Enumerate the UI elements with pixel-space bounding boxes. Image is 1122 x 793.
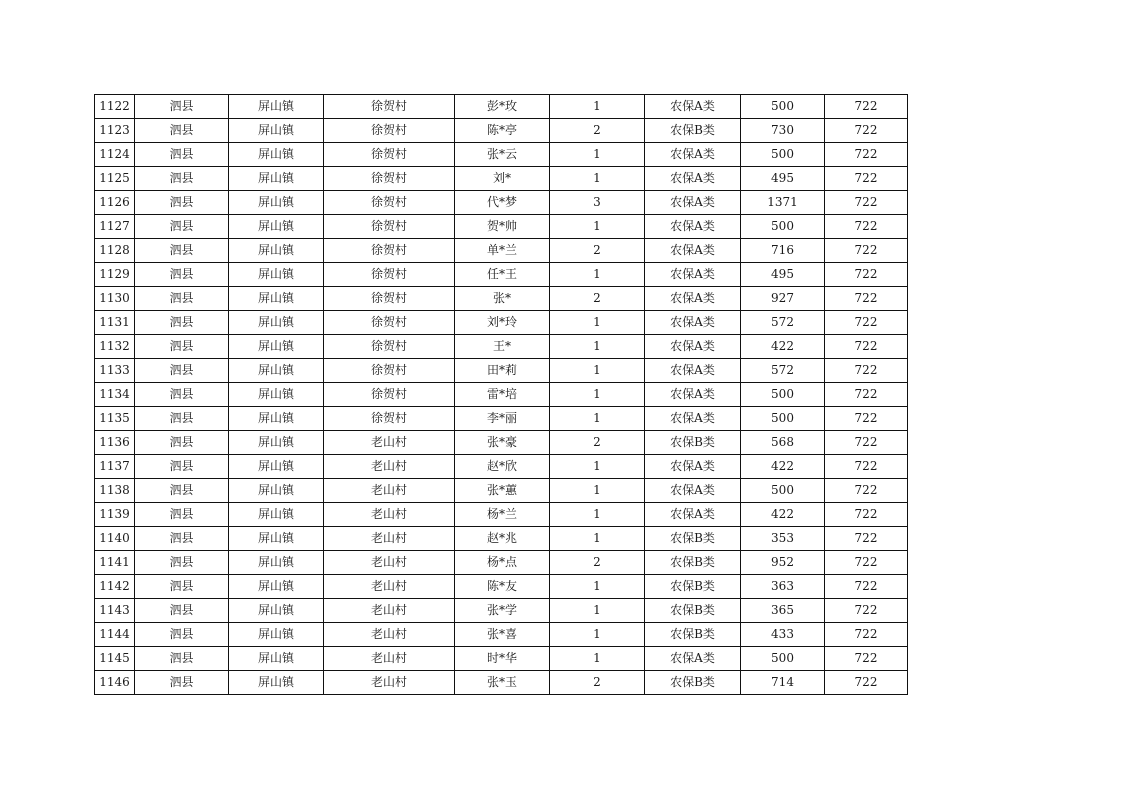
cell-name: 赵*兆 (455, 527, 550, 551)
cell-village: 老山村 (324, 575, 455, 599)
cell-county: 泗县 (135, 383, 229, 407)
cell-household-size: 1 (550, 143, 645, 167)
cell-town: 屏山镇 (229, 455, 324, 479)
cell-standard: 722 (825, 215, 908, 239)
cell-amount: 500 (741, 479, 825, 503)
cell-village: 徐贺村 (324, 119, 455, 143)
cell-standard: 722 (825, 527, 908, 551)
cell-amount: 422 (741, 335, 825, 359)
cell-name: 时*华 (455, 647, 550, 671)
cell-category: 农保A类 (645, 215, 741, 239)
cell-county: 泗县 (135, 623, 229, 647)
cell-index: 1137 (95, 455, 135, 479)
cell-category: 农保B类 (645, 623, 741, 647)
cell-amount: 500 (741, 215, 825, 239)
cell-household-size: 2 (550, 431, 645, 455)
table-row (95, 215, 908, 239)
cell-index: 1142 (95, 575, 135, 599)
cell-index: 1145 (95, 647, 135, 671)
cell-town: 屏山镇 (229, 215, 324, 239)
cell-town: 屏山镇 (229, 431, 324, 455)
table-row (95, 647, 908, 671)
cell-household-size: 1 (550, 599, 645, 623)
cell-category: 农保A类 (645, 263, 741, 287)
cell-category: 农保A类 (645, 407, 741, 431)
table-row (95, 335, 908, 359)
cell-town: 屏山镇 (229, 503, 324, 527)
cell-county: 泗县 (135, 503, 229, 527)
cell-standard: 722 (825, 671, 908, 695)
cell-name: 王* (455, 335, 550, 359)
cell-household-size: 1 (550, 455, 645, 479)
cell-county: 泗县 (135, 551, 229, 575)
cell-county: 泗县 (135, 239, 229, 263)
cell-name: 张*学 (455, 599, 550, 623)
cell-standard: 722 (825, 551, 908, 575)
cell-amount: 433 (741, 623, 825, 647)
cell-town: 屏山镇 (229, 671, 324, 695)
cell-household-size: 3 (550, 191, 645, 215)
cell-index: 1124 (95, 143, 135, 167)
cell-amount: 572 (741, 359, 825, 383)
cell-index: 1138 (95, 479, 135, 503)
cell-town: 屏山镇 (229, 647, 324, 671)
cell-village: 老山村 (324, 671, 455, 695)
cell-village: 老山村 (324, 647, 455, 671)
cell-town: 屏山镇 (229, 551, 324, 575)
table-row (95, 167, 908, 191)
cell-amount: 1371 (741, 191, 825, 215)
cell-standard: 722 (825, 479, 908, 503)
cell-village: 徐贺村 (324, 191, 455, 215)
cell-amount: 495 (741, 167, 825, 191)
cell-category: 农保A类 (645, 239, 741, 263)
cell-county: 泗县 (135, 311, 229, 335)
table-row (95, 407, 908, 431)
cell-county: 泗县 (135, 599, 229, 623)
cell-village: 徐贺村 (324, 407, 455, 431)
cell-household-size: 1 (550, 215, 645, 239)
table-row (95, 455, 908, 479)
cell-village: 徐贺村 (324, 143, 455, 167)
cell-standard: 722 (825, 119, 908, 143)
cell-village: 老山村 (324, 623, 455, 647)
cell-category: 农保A类 (645, 503, 741, 527)
cell-village: 老山村 (324, 527, 455, 551)
cell-household-size: 1 (550, 335, 645, 359)
cell-town: 屏山镇 (229, 575, 324, 599)
records-table (94, 94, 908, 695)
cell-county: 泗县 (135, 191, 229, 215)
cell-town: 屏山镇 (229, 479, 324, 503)
cell-name: 陈*友 (455, 575, 550, 599)
cell-name: 张*蕙 (455, 479, 550, 503)
cell-town: 屏山镇 (229, 335, 324, 359)
cell-amount: 500 (741, 383, 825, 407)
cell-village: 老山村 (324, 551, 455, 575)
cell-household-size: 1 (550, 95, 645, 119)
cell-town: 屏山镇 (229, 599, 324, 623)
cell-town: 屏山镇 (229, 95, 324, 119)
table-row (95, 503, 908, 527)
table-row (95, 551, 908, 575)
cell-index: 1122 (95, 95, 135, 119)
cell-index: 1134 (95, 383, 135, 407)
cell-household-size: 1 (550, 479, 645, 503)
cell-household-size: 1 (550, 167, 645, 191)
cell-standard: 722 (825, 95, 908, 119)
cell-amount: 363 (741, 575, 825, 599)
cell-standard: 722 (825, 359, 908, 383)
cell-name: 张*喜 (455, 623, 550, 647)
cell-standard: 722 (825, 623, 908, 647)
cell-name: 张*云 (455, 143, 550, 167)
cell-household-size: 1 (550, 623, 645, 647)
cell-household-size: 1 (550, 311, 645, 335)
cell-category: 农保A类 (645, 143, 741, 167)
cell-county: 泗县 (135, 455, 229, 479)
cell-amount: 500 (741, 143, 825, 167)
cell-village: 徐贺村 (324, 287, 455, 311)
cell-category: 农保B类 (645, 431, 741, 455)
cell-category: 农保A类 (645, 191, 741, 215)
table-row (95, 263, 908, 287)
cell-amount: 500 (741, 407, 825, 431)
cell-amount: 422 (741, 503, 825, 527)
table-row (95, 311, 908, 335)
cell-name: 陈*亭 (455, 119, 550, 143)
cell-town: 屏山镇 (229, 239, 324, 263)
cell-household-size: 2 (550, 239, 645, 263)
cell-standard: 722 (825, 263, 908, 287)
cell-category: 农保A类 (645, 383, 741, 407)
cell-amount: 572 (741, 311, 825, 335)
cell-index: 1140 (95, 527, 135, 551)
table-body (95, 95, 908, 695)
cell-standard: 722 (825, 455, 908, 479)
cell-name: 杨*兰 (455, 503, 550, 527)
cell-index: 1126 (95, 191, 135, 215)
cell-standard: 722 (825, 239, 908, 263)
cell-county: 泗县 (135, 119, 229, 143)
cell-name: 彭*玫 (455, 95, 550, 119)
cell-standard: 722 (825, 191, 908, 215)
cell-amount: 952 (741, 551, 825, 575)
cell-name: 杨*点 (455, 551, 550, 575)
cell-amount: 422 (741, 455, 825, 479)
cell-standard: 722 (825, 503, 908, 527)
cell-standard: 722 (825, 407, 908, 431)
table-row (95, 383, 908, 407)
cell-household-size: 1 (550, 359, 645, 383)
cell-town: 屏山镇 (229, 407, 324, 431)
cell-county: 泗县 (135, 215, 229, 239)
cell-category: 农保B类 (645, 527, 741, 551)
table-row (95, 287, 908, 311)
cell-village: 老山村 (324, 455, 455, 479)
cell-standard: 722 (825, 287, 908, 311)
cell-household-size: 1 (550, 527, 645, 551)
cell-amount: 716 (741, 239, 825, 263)
cell-amount: 500 (741, 647, 825, 671)
cell-county: 泗县 (135, 431, 229, 455)
cell-name: 张*玉 (455, 671, 550, 695)
cell-county: 泗县 (135, 263, 229, 287)
cell-name: 刘*玲 (455, 311, 550, 335)
cell-village: 徐贺村 (324, 167, 455, 191)
cell-town: 屏山镇 (229, 119, 324, 143)
cell-index: 1141 (95, 551, 135, 575)
cell-index: 1128 (95, 239, 135, 263)
cell-village: 徐贺村 (324, 239, 455, 263)
cell-county: 泗县 (135, 143, 229, 167)
cell-category: 农保A类 (645, 647, 741, 671)
table-row (95, 359, 908, 383)
table-row (95, 119, 908, 143)
cell-county: 泗县 (135, 167, 229, 191)
cell-index: 1129 (95, 263, 135, 287)
cell-name: 田*莉 (455, 359, 550, 383)
cell-town: 屏山镇 (229, 191, 324, 215)
cell-name: 代*梦 (455, 191, 550, 215)
cell-village: 老山村 (324, 479, 455, 503)
cell-county: 泗县 (135, 647, 229, 671)
cell-category: 农保B类 (645, 599, 741, 623)
cell-standard: 722 (825, 575, 908, 599)
cell-village: 徐贺村 (324, 359, 455, 383)
cell-town: 屏山镇 (229, 287, 324, 311)
cell-name: 单*兰 (455, 239, 550, 263)
cell-index: 1123 (95, 119, 135, 143)
cell-household-size: 1 (550, 647, 645, 671)
cell-county: 泗县 (135, 359, 229, 383)
cell-standard: 722 (825, 599, 908, 623)
cell-household-size: 2 (550, 287, 645, 311)
cell-name: 张* (455, 287, 550, 311)
cell-category: 农保B类 (645, 551, 741, 575)
cell-standard: 722 (825, 335, 908, 359)
cell-village: 老山村 (324, 503, 455, 527)
cell-village: 老山村 (324, 431, 455, 455)
cell-village: 徐贺村 (324, 383, 455, 407)
cell-index: 1127 (95, 215, 135, 239)
cell-county: 泗县 (135, 287, 229, 311)
cell-category: 农保B类 (645, 575, 741, 599)
cell-standard: 722 (825, 431, 908, 455)
cell-village: 老山村 (324, 599, 455, 623)
cell-category: 农保A类 (645, 287, 741, 311)
cell-category: 农保A类 (645, 479, 741, 503)
cell-standard: 722 (825, 647, 908, 671)
table-row (95, 671, 908, 695)
cell-household-size: 1 (550, 503, 645, 527)
cell-town: 屏山镇 (229, 311, 324, 335)
cell-household-size: 2 (550, 671, 645, 695)
table-row (95, 599, 908, 623)
cell-amount: 714 (741, 671, 825, 695)
table-row (95, 527, 908, 551)
cell-village: 徐贺村 (324, 311, 455, 335)
cell-town: 屏山镇 (229, 143, 324, 167)
cell-amount: 495 (741, 263, 825, 287)
cell-index: 1125 (95, 167, 135, 191)
cell-index: 1135 (95, 407, 135, 431)
cell-county: 泗县 (135, 527, 229, 551)
table-row (95, 479, 908, 503)
cell-index: 1132 (95, 335, 135, 359)
cell-county: 泗县 (135, 335, 229, 359)
table-row (95, 143, 908, 167)
cell-index: 1133 (95, 359, 135, 383)
cell-category: 农保A类 (645, 311, 741, 335)
cell-county: 泗县 (135, 575, 229, 599)
cell-index: 1139 (95, 503, 135, 527)
cell-category: 农保A类 (645, 455, 741, 479)
cell-village: 徐贺村 (324, 263, 455, 287)
cell-standard: 722 (825, 311, 908, 335)
table-row (95, 623, 908, 647)
cell-county: 泗县 (135, 479, 229, 503)
table-row (95, 431, 908, 455)
cell-amount: 730 (741, 119, 825, 143)
cell-household-size: 1 (550, 263, 645, 287)
cell-county: 泗县 (135, 407, 229, 431)
cell-amount: 568 (741, 431, 825, 455)
cell-household-size: 2 (550, 119, 645, 143)
cell-standard: 722 (825, 167, 908, 191)
cell-standard: 722 (825, 143, 908, 167)
cell-name: 赵*欣 (455, 455, 550, 479)
cell-village: 徐贺村 (324, 95, 455, 119)
cell-amount: 927 (741, 287, 825, 311)
cell-town: 屏山镇 (229, 167, 324, 191)
cell-county: 泗县 (135, 95, 229, 119)
cell-index: 1136 (95, 431, 135, 455)
cell-town: 屏山镇 (229, 623, 324, 647)
cell-amount: 500 (741, 95, 825, 119)
cell-amount: 365 (741, 599, 825, 623)
cell-index: 1144 (95, 623, 135, 647)
cell-name: 刘* (455, 167, 550, 191)
cell-category: 农保A类 (645, 335, 741, 359)
cell-household-size: 1 (550, 575, 645, 599)
cell-town: 屏山镇 (229, 527, 324, 551)
table-row (95, 239, 908, 263)
cell-name: 任*王 (455, 263, 550, 287)
document-page (94, 94, 907, 695)
cell-category: 农保A类 (645, 359, 741, 383)
cell-category: 农保B类 (645, 119, 741, 143)
cell-category: 农保B类 (645, 671, 741, 695)
cell-name: 贺*帅 (455, 215, 550, 239)
cell-household-size: 2 (550, 551, 645, 575)
cell-town: 屏山镇 (229, 383, 324, 407)
cell-town: 屏山镇 (229, 263, 324, 287)
cell-amount: 353 (741, 527, 825, 551)
cell-index: 1130 (95, 287, 135, 311)
cell-index: 1146 (95, 671, 135, 695)
table-row (95, 575, 908, 599)
cell-index: 1143 (95, 599, 135, 623)
table-row (95, 191, 908, 215)
cell-town: 屏山镇 (229, 359, 324, 383)
cell-county: 泗县 (135, 671, 229, 695)
cell-village: 徐贺村 (324, 335, 455, 359)
cell-index: 1131 (95, 311, 135, 335)
cell-name: 张*豪 (455, 431, 550, 455)
cell-category: 农保A类 (645, 167, 741, 191)
cell-standard: 722 (825, 383, 908, 407)
cell-name: 雷*培 (455, 383, 550, 407)
cell-name: 李*丽 (455, 407, 550, 431)
cell-category: 农保A类 (645, 95, 741, 119)
cell-village: 徐贺村 (324, 215, 455, 239)
cell-household-size: 1 (550, 407, 645, 431)
table-row (95, 95, 908, 119)
cell-household-size: 1 (550, 383, 645, 407)
